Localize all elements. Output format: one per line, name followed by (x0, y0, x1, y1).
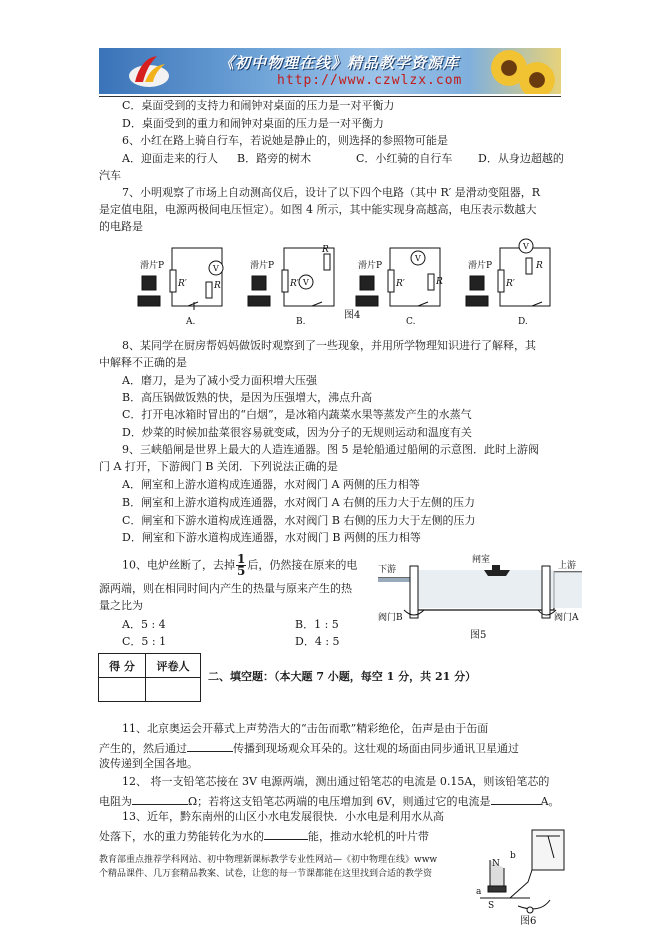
q8-option-c: C．打开电冰箱时冒出的“白烟”，是冰箱内蔬菜水果等蒸发产生的水蒸气 (122, 408, 472, 421)
fig4-circuit-b (248, 248, 334, 306)
q10-option-d: D．4 : 5 (295, 635, 340, 648)
q10-fraction (236, 554, 246, 577)
q13-stem-pre: 处落下，水的重力势能转化为水的 (99, 830, 264, 843)
q9-option-a: A．闸室和上游水道构成连通器，水对阀门 A 两侧的压力相等 (122, 478, 420, 491)
fig4-label-c: C. (406, 317, 416, 327)
fig4-meter-b: V (303, 278, 309, 287)
site-logo-icon (127, 52, 171, 90)
fig4-rp-b: R′ (290, 279, 299, 289)
q10-fraction-numerator: 1 (237, 552, 246, 566)
fig4-meter-c: V (415, 254, 421, 263)
fig6-caption: 图6 (520, 916, 537, 926)
fig4-r-c: R (436, 277, 443, 287)
fig4-caption: 图4 (344, 310, 361, 321)
q6-option-a: A．迎面走来的行人 (122, 152, 218, 165)
q11-stem-3: 波传递到全国各地。 (99, 757, 198, 770)
fig4-slider-label-a: 滑片P (140, 261, 165, 271)
fig4-circuit-c (356, 248, 440, 306)
q6-option-b: B．路旁的树木 (237, 152, 312, 165)
q10-option-b: B．1 : 5 (295, 618, 339, 631)
fig4-slider-label-b: 滑片P (250, 261, 275, 271)
q8-option-b: B．高压锅做饭熟的快，是因为压强增大，沸点升高 (122, 391, 373, 404)
q5-option-c: C．桌面受到的支持力和闹钟对桌面的压力是一对平衡力 (122, 99, 395, 112)
q10-stem-2: 源两端，则在相同时间内产生的热量与原来产生的热 (99, 582, 352, 595)
q9-stem-2: 门 A 打开，下游阀门 B 关闭．下列说法正确的是 (99, 460, 339, 473)
fig4-meter-a: V (213, 264, 219, 273)
q9-option-b: B．闸室和上游水道构成连通器，水对阀门 A 右侧的压力大于左侧的压力 (122, 496, 476, 509)
q10-fraction-denominator: 5 (237, 564, 246, 578)
fig4-r-a: R (214, 281, 221, 291)
q6-option-d-cont: 汽车 (99, 169, 121, 182)
q9-option-d: D．闸室和下游水道构成连通器，水对阀门 B 两侧的压力相等 (122, 531, 421, 544)
fig4-meter-d: V (523, 242, 529, 251)
score-cell[interactable] (99, 678, 146, 702)
q12-stem-post: A。 (540, 795, 560, 808)
fig4-slider-label-d: 滑片P (468, 261, 493, 271)
fig5-downstream-label: 下游 (378, 565, 397, 575)
q10-option-a: A．5 : 4 (122, 618, 166, 631)
q11-stem-2 (99, 740, 519, 756)
q11-stem-post: 传播到现场观众耳朵的。这壮观的场面由同步通讯卫星通过 (233, 742, 519, 755)
fig5-valve-b-label: 阀门B (378, 613, 403, 623)
figure-5 (374, 548, 586, 640)
grader-header: 评卷人 (146, 654, 201, 678)
header-banner (99, 48, 561, 94)
q7-stem-3: 的电路是 (99, 220, 143, 233)
fig4-r-d: R (536, 261, 543, 271)
fig4-rp-c: R′ (396, 279, 405, 289)
q5-option-d: D．桌面受到的重力和闹钟对桌面的压力是一对平衡力 (122, 117, 384, 130)
q7-stem-2: 是定值电阻，电源两极间电压恒定）。如图 4 所示，其中能实现身高越高，电压表示数越大 (99, 203, 537, 216)
header-rule (99, 96, 561, 97)
fig5-chamber-label: 闸室 (472, 555, 491, 565)
q6-option-d: D．从身边超越的 (478, 152, 564, 165)
score-header: 得 分 (99, 654, 146, 678)
fig4-r-b: R (322, 245, 329, 255)
figure-4 (128, 238, 568, 330)
q6-option-c: C．小红骑的自行车 (356, 152, 453, 165)
footer-line-2: 个精品课件、几万套精品教案、试卷，让您的每一节课都能在这里找到合适的教学资 (99, 869, 433, 879)
banner-url[interactable]: http://www.czwlzx.com (277, 73, 463, 88)
banner-title: 《初中物理在线》精品教学资源库 (219, 54, 460, 72)
q8-stem-1: 8、某同学在厨房帮妈妈做饭时观察到了一些现象，并用所学物理知识进行了解释，其 (122, 339, 536, 352)
q13-blank-1[interactable] (264, 828, 308, 840)
q12-stem-2 (99, 793, 560, 809)
q8-option-d: D．炒菜的时候加盐菜很容易就变咸，因为分子的无规则运动和温度有关 (122, 426, 472, 439)
fig4-circuit-d (466, 239, 550, 306)
q12-stem-pre: 电阻为 (99, 795, 132, 808)
footer-line-1: 教育部重点推荐学科网站、初中物理新课标教学专业性网站—《初中物理在线》www (99, 855, 438, 865)
q11-stem-1: 11、北京奥运会开幕式上声势浩大的“击缶而歌”精彩绝伦，缶声是由于缶面 (122, 722, 489, 735)
section-2-heading: 二、填空题：（本大题 7 小题，每空 1 分，共 21 分） (208, 670, 477, 683)
q11-stem-pre: 产生的，然后通过 (99, 742, 187, 755)
fig5-valve-a-label: 阀门A (554, 613, 579, 623)
q8-option-a: A．磨刀，是为了减小受力面积增大压强 (122, 374, 317, 387)
q11-blank-1[interactable] (187, 740, 233, 752)
q6-stem: 6、小红在路上骑自行车，若说她是静止的，则选择的参照物可能是 (122, 134, 448, 147)
q13-stem-1: 13、近年，黔东南州的山区小水电发展很快．小水电是利用水从高 (122, 810, 444, 823)
sunflower-icon (519, 62, 555, 94)
fig4-label-a: A. (186, 317, 196, 327)
q10-stem-1 (122, 554, 357, 577)
q10-option-c: C．5 : 1 (122, 635, 167, 648)
q9-option-c: C．闸室和下游水道构成连通器，水对阀门 B 右侧的压力大于左侧的压力 (122, 514, 476, 527)
fig4-label-d: D. (518, 317, 528, 327)
fig5-caption: 图5 (470, 630, 487, 640)
q12-blank-2[interactable] (491, 793, 541, 805)
fig6-b-label: b (510, 851, 516, 861)
fig6-n-label: N (492, 859, 500, 869)
q12-stem-mid: Ω；若将这支铅笔芯两端的电压增加到 6V，则通过它的电流是 (188, 795, 491, 808)
fig4-rp-d: R′ (506, 279, 515, 289)
fig6-a-label: a (476, 887, 482, 897)
q8-stem-2: 中解释不正确的是 (99, 356, 187, 369)
q12-blank-1[interactable] (132, 793, 188, 805)
q10-stem-3: 量之比为 (99, 599, 143, 612)
fig4-slider-label-c: 滑片P (358, 261, 383, 271)
fig6-s-label: S (488, 901, 495, 911)
q7-stem-1: 7、小明观察了市场上自动测高仪后，设计了以下四个电路（其中 R′ 是滑动变阻器，R (122, 186, 541, 199)
q13-stem-2 (99, 828, 429, 844)
fig5-upstream-label: 上游 (558, 561, 577, 571)
figure-6 (470, 828, 570, 926)
fig4-label-b: B. (296, 317, 306, 327)
q10-stem-pre: 10、电炉丝断了，去掉 (122, 558, 235, 572)
grader-cell[interactable] (146, 678, 201, 702)
fig4-rp-a: R′ (178, 279, 187, 289)
score-table (98, 653, 201, 702)
q10-stem-post: 后，仍然接在原来的电 (247, 558, 358, 572)
q12-stem-1: 12、 将一支铅笔芯接在 3V 电源两端，测出通过铅笔芯的电流是 0.15A，则该铅笔芯的 (122, 775, 550, 788)
q13-stem-post: 能，推动水轮机的叶片带 (308, 830, 429, 843)
q9-stem-1: 9、三峡船闸是世界上最大的人造连通器。图 5 是轮船通过船闸的示意图．此时上游阀 (122, 443, 539, 456)
